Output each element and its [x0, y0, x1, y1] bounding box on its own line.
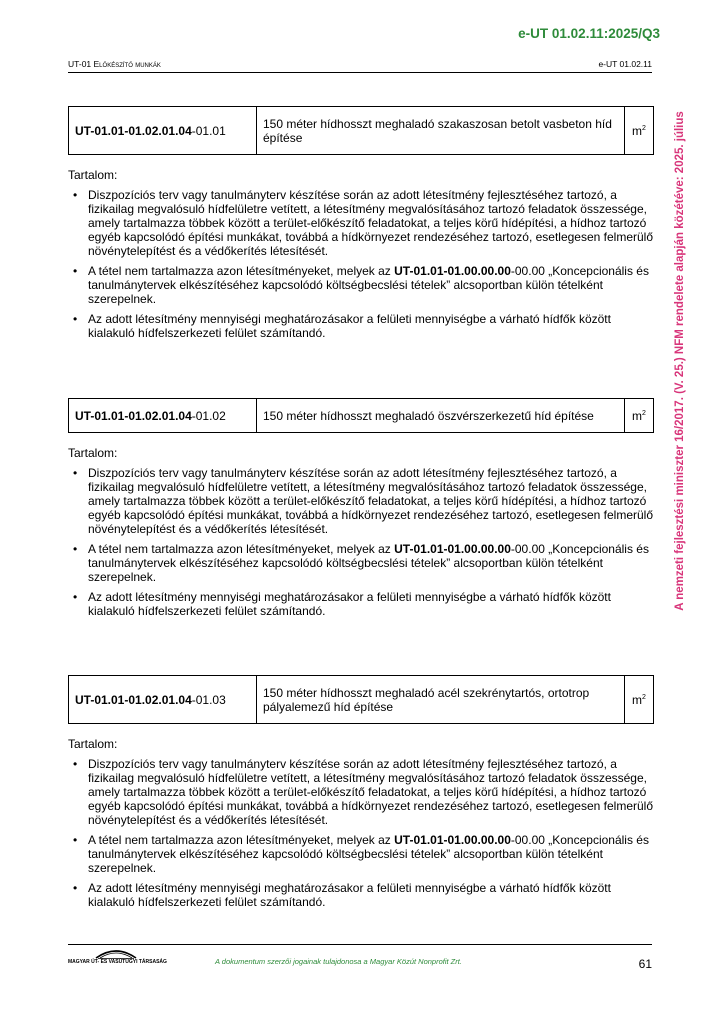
- item-unit: $m^2$: [625, 676, 654, 724]
- header-rule: [68, 72, 652, 73]
- list-item: • Az adott létesítmény mennyiségi meghatározásakor a felületi mennyiségbe a várható hídfők között kialakuló hídfelszerkezeti felület számítandó.: [88, 312, 654, 340]
- society-logo: [68, 946, 167, 968]
- list-item: • A tétel nem tartalmazza azon létesítményeket, melyek az UT-01.01-01.00.00.00-00.00 „Koncepcionális és tanulmánytervek elkészítéséhez kapcsolódó költségbecslési tételek” alcsoportban külön tételként szerepelnek.: [88, 542, 654, 584]
- content-heading: Tartalom:: [68, 168, 118, 182]
- side-publication-note: A nemzeti fejlesztési miniszter 16/2017. (V. 25.) NFM rendelete alapján közétéve: 2025. július: [674, 111, 686, 611]
- list-item: • A tétel nem tartalmazza azon létesítményeket, melyek az UT-01.01-01.00.00.00-00.00 „Koncepcionális és tanulmánytervek elkészítéséhez kapcsolódó költségbecslési tételek” alcsoportban külön tételként szerepelnek.: [88, 833, 654, 875]
- list-item: • Diszpozíciós terv vagy tanulmányterv készítése során az adott létesítmény fejlesztéséhez tartozó, a fizikailag megvalósuló hídfelületre vetített, a létesítmény megvalósításához tartozó feladatok összessége, amely tartalmazza többek között a terület-előkészítő feladatokat, a teljes körű hídépítési, a hídhoz tartozó egyéb kapcsolódó építési munkákat, továbbá a hídkörnyezet rendezéséhez tartozó, esetlegesen felmerülő növénytelepítést és a védőkerítés létesítését.: [88, 757, 654, 827]
- document-code: e-UT 01.02.11:2025/Q3: [518, 26, 660, 41]
- content-heading: Tartalom:: [68, 446, 118, 460]
- content-list: [68, 757, 654, 909]
- item-unit: $m^2$: [625, 107, 654, 155]
- item-section: [68, 106, 654, 346]
- list-item: • Diszpozíciós terv vagy tanulmányterv készítése során az adott létesítmény fejlesztéséhez tartozó, a fizikailag megvalósuló hídfelületre vetített, a létesítmény megvalósításához tartozó feladatok összessége, amely tartalmazza többek között a terület-előkészítő feladatokat, a teljes körű hídépítési, a hídhoz tartozó egyéb kapcsolódó építési munkákat, továbbá a hídkörnyezet rendezéséhez tartozó, esetlegesen felmerülő növénytelepítést és a védőkerítés létesítését.: [88, 466, 654, 536]
- list-item: • Az adott létesítmény mennyiségi meghatározásakor a felületi mennyiségbe a várható hídfők között kialakuló hídfelszerkezeti felület számítandó.: [88, 881, 654, 909]
- header-section-title: UT-01 Előkészítő munkák: [68, 59, 161, 69]
- footer-rule: [68, 944, 652, 945]
- item-code: UT-01.01-01.02.01.04-01.03: [69, 676, 257, 724]
- running-header: [68, 59, 652, 69]
- content-heading: Tartalom:: [68, 737, 118, 751]
- content-list: [68, 188, 654, 340]
- header-standard-code: e-UT 01.02.11: [598, 59, 652, 69]
- item-section: [68, 398, 654, 624]
- item-title: 150 méter hídhosszt meghaladó öszvérszerkezetű híd építése: [257, 399, 625, 433]
- page-number: 61: [638, 957, 652, 971]
- item-code: UT-01.01-01.02.01.04-01.01: [69, 107, 257, 155]
- content-list: [68, 466, 654, 618]
- list-item: • A tétel nem tartalmazza azon létesítményeket, melyek az UT-01.01-01.00.00.00-00.00 „Koncepcionális és tanulmánytervek elkészítéséhez kapcsolódó költségbecslési tételek” alcsoportban külön tételként szerepelnek.: [88, 264, 654, 306]
- item-title: 150 méter hídhosszt meghaladó acél szekrénytartós, ortotrop pályalemezű híd építése: [257, 676, 625, 724]
- item-title: 150 méter hídhosszt meghaladó szakaszosan betolt vasbeton híd építése: [257, 107, 625, 155]
- item-header-table: [68, 675, 654, 724]
- copyright-notice: A dokumentum szerzői jogainak tulajdonosa a Magyar Közút Nonprofit Zrt.: [215, 957, 462, 966]
- logo-text: MAGYAR ÚT- ÉS VASÚTÜGYI TÁRSASÁG: [68, 959, 167, 965]
- list-item: • Az adott létesítmény mennyiségi meghatározásakor a felületi mennyiségbe a várható hídfők között kialakuló hídfelszerkezeti felület számítandó.: [88, 590, 654, 618]
- road-rail-logo-icon: [68, 946, 164, 960]
- list-item: • Diszpozíciós terv vagy tanulmányterv készítése során az adott létesítmény fejlesztéséhez tartozó, a fizikailag megvalósuló hídfelületre vetített, a létesítmény megvalósításához tartozó feladatok összessége, amely tartalmazza többek között a terület-előkészítő feladatokat, a teljes körű hídépítési, a hídhoz tartozó egyéb kapcsolódó építési munkákat, továbbá a hídkörnyezet rendezéséhez tartozó, esetlegesen felmerülő növénytelepítést és a védőkerítés létesítését.: [88, 188, 654, 258]
- item-unit: $m^2$: [625, 399, 654, 433]
- item-header-table: [68, 106, 654, 155]
- item-section: [68, 675, 654, 915]
- item-code: UT-01.01-01.02.01.04-01.02: [69, 399, 257, 433]
- item-header-table: [68, 398, 654, 433]
